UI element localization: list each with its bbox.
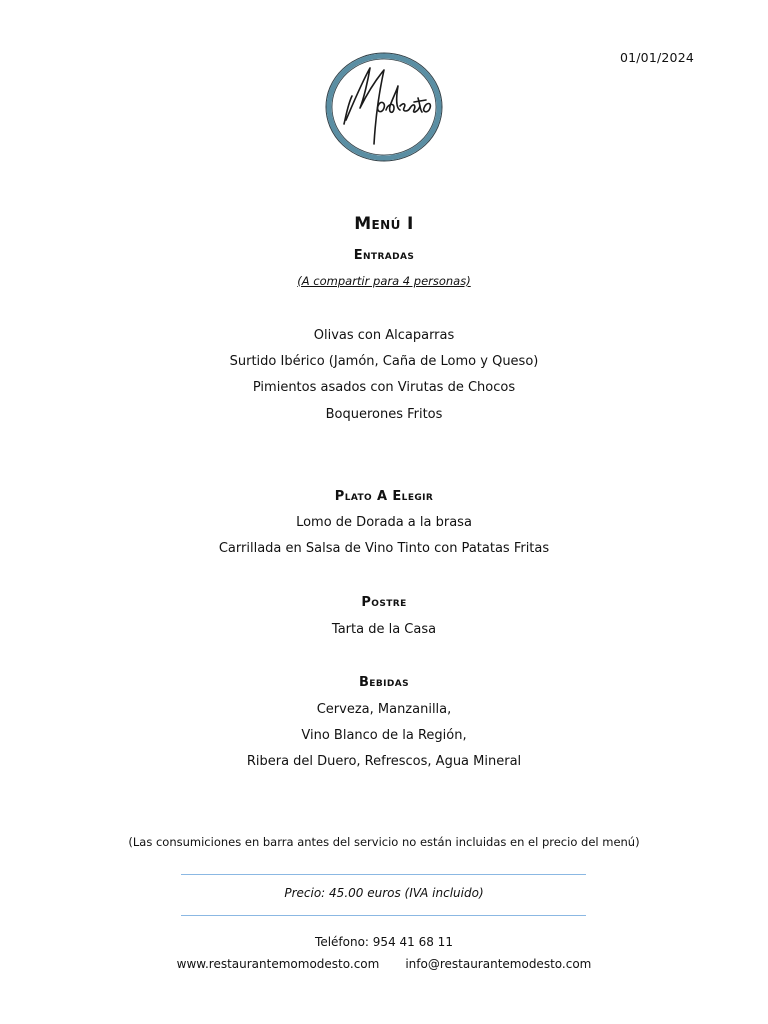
bebidas-item: Ribera del Duero, Refrescos, Agua Mineral xyxy=(246,754,522,769)
bebidas-item: Vino Blanco de la Región, xyxy=(301,728,467,743)
postre-item: Tarta de la Casa xyxy=(331,622,437,637)
price-divider-top xyxy=(181,874,586,875)
entradas-item: Boquerones Fritos xyxy=(325,407,443,422)
email-link[interactable]: info@restaurantemodesto.com xyxy=(405,957,592,971)
contact-line xyxy=(0,957,768,971)
bebidas-heading: Bebidas xyxy=(359,675,409,690)
plato-heading: Plato A Elegir xyxy=(334,489,434,504)
menu-date: 01/01/2024 xyxy=(619,50,694,65)
entradas-item: Pimientos asados con Virutas de Chocos xyxy=(252,380,516,395)
price-divider-bottom xyxy=(181,915,586,916)
postre-heading: Postre xyxy=(361,595,407,610)
entradas-heading: Entradas xyxy=(353,248,415,263)
menu-title: Menú I xyxy=(354,214,414,234)
disclaimer-text: (Las consumiciones en barra antes del servicio no están incluidas en el precio del menú) xyxy=(128,835,640,849)
plato-item: Lomo de Dorada a la brasa xyxy=(296,515,472,530)
entradas-item: Surtido Ibérico (Jamón, Caña de Lomo y Queso) xyxy=(229,354,539,369)
modesto-logo xyxy=(322,48,446,166)
entradas-item: Olivas con Alcaparras xyxy=(313,328,455,343)
price-text: Precio: 45.00 euros (IVA incluido) xyxy=(284,886,484,900)
bebidas-item: Cerveza, Manzanilla, xyxy=(316,702,452,717)
plato-item: Carrillada en Salsa de Vino Tinto con Patatas Fritas xyxy=(218,541,550,556)
website-link[interactable]: www.restaurantemomodesto.com xyxy=(176,957,380,971)
phone-text: Teléfono: 954 41 68 11 xyxy=(315,935,453,949)
entradas-note: (A compartir para 4 personas) xyxy=(297,274,471,288)
